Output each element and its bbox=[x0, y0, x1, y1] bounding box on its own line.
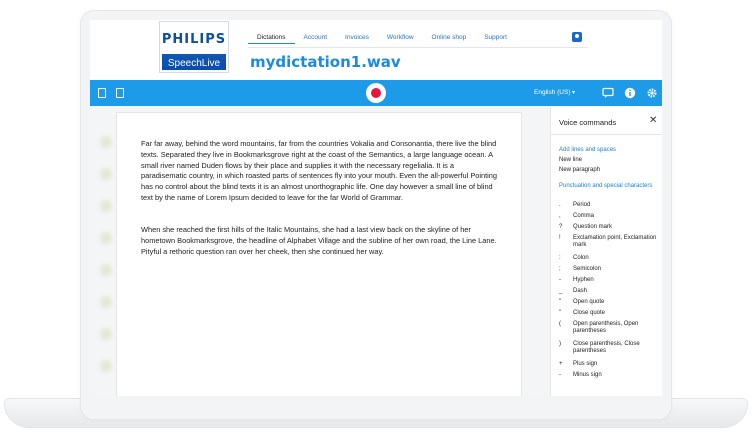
main-nav bbox=[248, 32, 516, 44]
comment-icon[interactable] bbox=[602, 87, 614, 99]
command-new-line: New line bbox=[559, 157, 583, 163]
nav-workflow[interactable]: Workflow bbox=[386, 34, 414, 41]
transcript-paragraph[interactable]: When she reached the first hills of the Italic Mountains, she had a last view back on the skyline of her hometown Bookmarksgrove, the headline of Alphabet Village and the subline of her own road, the Line Lane. Pityful a rethoric question ran over her cheek, then she continued her way. bbox=[141, 225, 497, 256]
nav-online-shop[interactable]: Online shop bbox=[431, 34, 467, 41]
nav-support[interactable]: Support bbox=[484, 34, 507, 41]
panel-divider bbox=[551, 134, 662, 135]
language-select[interactable]: English (US) bbox=[534, 89, 571, 96]
app-screen bbox=[90, 20, 662, 396]
user-profile-icon[interactable] bbox=[572, 32, 582, 42]
clipboard-icon[interactable] bbox=[98, 88, 106, 98]
record-button[interactable] bbox=[366, 83, 386, 103]
editor-toolbar bbox=[90, 80, 662, 106]
command-new-paragraph: New paragraph bbox=[559, 167, 601, 173]
editor-workarea bbox=[90, 106, 550, 396]
transcript-document[interactable] bbox=[116, 112, 522, 396]
section-heading: Punctuation and special characters bbox=[559, 183, 653, 189]
chevron-down-icon[interactable]: ▾ bbox=[572, 90, 576, 96]
nav-account[interactable]: Account bbox=[303, 34, 328, 41]
transcript-paragraph[interactable]: Far far away, behind the word mountains, far from the countries Vokalia and Consonantia, there live the blind texts. Separated they live in Bookmarksgrove right at the coast of the Semantics, a large language ocean. A small river named Duden flows by their place and supplies it with the necessary regelialia. It is a paradisematic country, in which roasted parts of sentences fly into your mouth. Even the all-powerful Pointing has no control about the blind texts it is an almost unorthographic life. One day however a small line of blind text by the name of Lorem Ipsum decided to leave for the far World of Grammar. bbox=[141, 139, 498, 202]
philips-speechlive-logo[interactable] bbox=[160, 22, 228, 72]
app-header bbox=[90, 20, 662, 78]
section-heading: Add lines and spaces bbox=[559, 147, 617, 153]
logo-product-text: SpeechLive bbox=[167, 57, 221, 69]
close-icon[interactable]: ✕ bbox=[649, 115, 658, 126]
nav-dictations[interactable]: Dictations bbox=[248, 32, 295, 44]
info-icon[interactable] bbox=[624, 87, 636, 99]
nav-invoices[interactable]: Invoices bbox=[345, 34, 369, 41]
nav-divider bbox=[248, 47, 588, 48]
panel-title: Voice commands bbox=[559, 118, 617, 127]
document-icon[interactable] bbox=[116, 88, 124, 98]
file-title: mydictation1.wav bbox=[250, 53, 401, 71]
logo-brand-text: PHILIPS bbox=[161, 31, 227, 47]
voice-commands-panel: Voice commands ✕ Add lines and spaces New line New paragraph Punctuation and special characters . Period , Comma ? Question mark ! Exclamation point, Exclamation mark : Colon ; Semicolon - Hyphen _ Dash " Open quote " Close quote ( Open parenthesis, Open parentheses ) Close parenthesis, Close parentheses + Plus sign - Minus sign bbox=[550, 106, 662, 396]
gear-icon[interactable] bbox=[646, 87, 658, 99]
blurred-sidebar-decoration bbox=[100, 136, 114, 396]
